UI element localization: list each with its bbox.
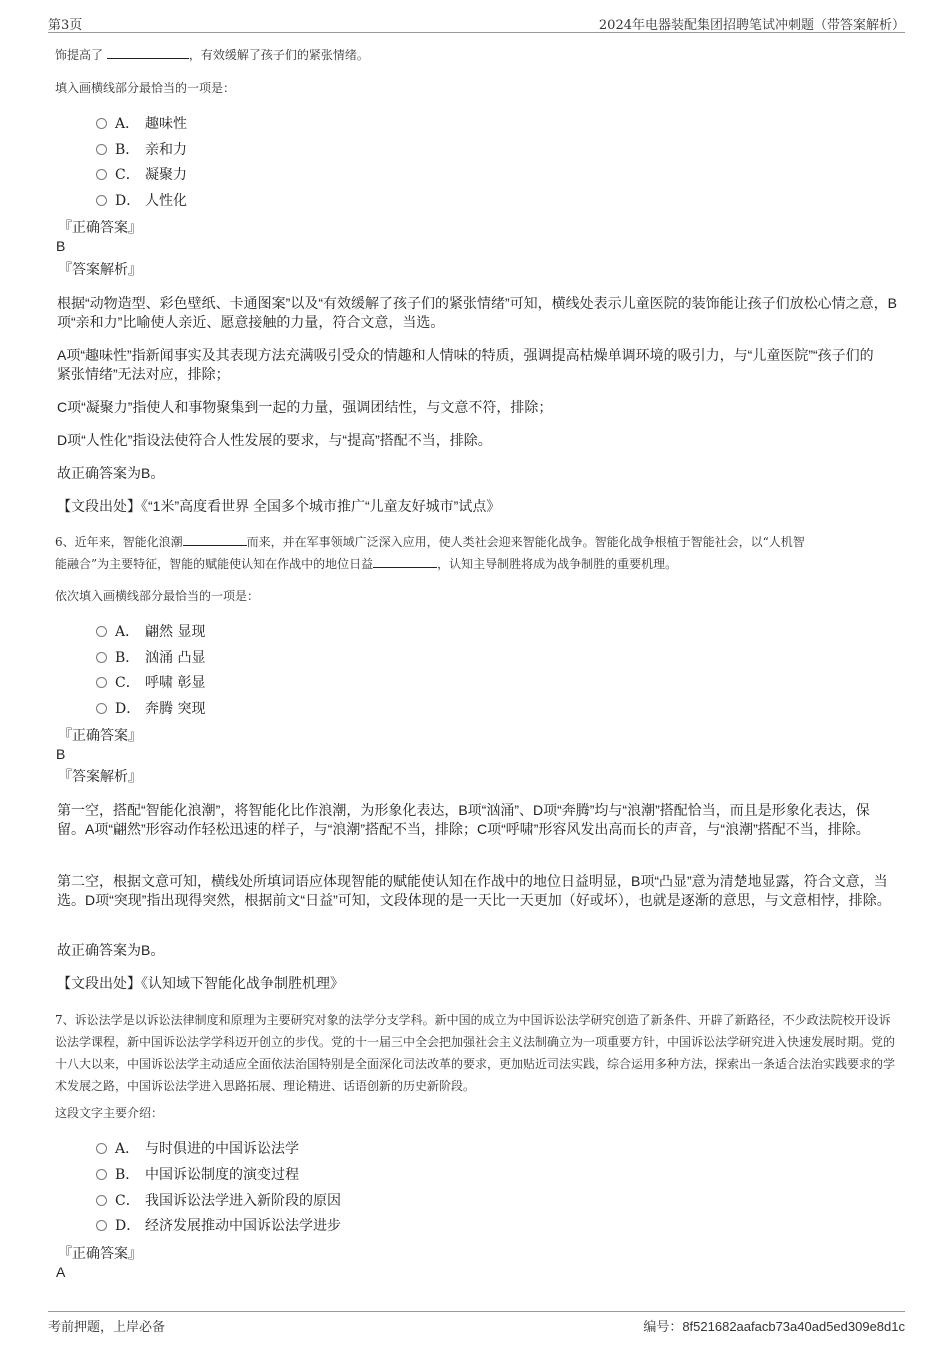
q6-analysis-2: 第二空，根据文意可知，横线处所填词语应体现智能的赋能使认知在作战中的地位日益明显，B项“凸显”意为清楚地显露，符合文意，当选。D项“突现”指出现得突然，根据前文“日益”可知，文段体现的是一天比一天更加（好或坏），也就是逐渐的意思，与文意相悖，排除。 bbox=[57, 873, 891, 908]
page-footer bbox=[48, 1311, 905, 1336]
answer-blank bbox=[107, 46, 189, 59]
q7-answer: A bbox=[56, 1264, 66, 1280]
radio-icon[interactable] bbox=[96, 652, 107, 663]
radio-icon[interactable] bbox=[96, 1143, 107, 1154]
radio-icon[interactable] bbox=[96, 703, 107, 714]
radio-icon[interactable] bbox=[96, 144, 107, 155]
radio-icon[interactable] bbox=[96, 169, 107, 180]
q6-answer: B bbox=[56, 746, 66, 762]
q5-analysis-1: 根据“动物造型、彩色壁纸、卡通图案”以及“有效缓解了孩子们的紧张情绪”可知，横线处表示儿童医院的装饰能让孩子们放松心情之意，B项“亲和力”比喻使人亲近、愿意接触的力量，符合文意，当选。 bbox=[57, 295, 897, 330]
radio-icon[interactable] bbox=[96, 1169, 107, 1180]
q5-answer-label: 『正确答案』 bbox=[58, 220, 142, 236]
q7-prompt: 这段文字主要介绍： bbox=[55, 1106, 164, 1120]
q7-option-a[interactable]: A． 与时俱进的中国诉讼法学 bbox=[96, 1139, 299, 1159]
q7-option-b[interactable]: B． 中国诉讼制度的演变过程 bbox=[96, 1165, 299, 1185]
q6-option-b[interactable]: B． 汹涌 凸显 bbox=[96, 648, 205, 668]
page-number: 第3页 bbox=[48, 18, 83, 33]
q5-option-d[interactable]: D． 人性化 bbox=[96, 191, 187, 211]
q6-option-c[interactable]: C． 呼啸 彰显 bbox=[96, 673, 205, 693]
q5-analysis-2: A项“趣味性”指新闻事实及其表现方法充满吸引受众的情趣和人情味的特质，强调提高枯燥单调环境的吸引力，与“儿童医院”“孩子们的紧张情绪”无法对应，排除； bbox=[57, 347, 874, 382]
radio-icon[interactable] bbox=[96, 677, 107, 688]
q6-analysis-1: 第一空，搭配“智能化浪潮”，将智能化比作浪潮，为形象化表达，B项“汹涌”、D项“奔腾”均与“浪潮”搭配恰当，而且是形象化表达，保留。A项“翩然”形容动作轻松迅速的样子，与“浪潮”搭配不当，排除；C项“呼啸”形容风发出高而长的声音，与“浪潮”搭配不当，排除。 bbox=[57, 802, 870, 837]
radio-icon[interactable] bbox=[96, 195, 107, 206]
q5-prompt: 填入画横线部分最恰当的一项是： bbox=[55, 81, 236, 95]
q5-option-a[interactable]: A． 趣味性 bbox=[96, 114, 187, 134]
q6-prompt: 依次填入画横线部分最恰当的一项是： bbox=[55, 589, 260, 603]
document-id: 编号：8f521682aafacb73a40ad5ed309e8d1c bbox=[643, 1319, 905, 1334]
footer-slogan: 考前押题，上岸必备 bbox=[48, 1320, 166, 1335]
q6-stem: 6、近年来，智能化浪潮 而来，并在军事领域广泛深入应用，使人类社会迎来智能化战争。智能化战争根植于智能社会，以“人机智 能融合”为主要特征，智能的赋能使认知在作战中的地位日益 ，认知主导制胜将成为战争制胜的重要机理。 bbox=[55, 535, 805, 571]
document-title: 2024年电器装配集团招聘笔试冲刺题（带答案解析） bbox=[598, 18, 905, 33]
q6-answer-label: 『正确答案』 bbox=[58, 728, 142, 744]
q5-analysis-3: C项“凝聚力”指使人和事物聚集到一起的力量，强调团结性，与文意不符，排除； bbox=[57, 399, 553, 415]
page-header bbox=[48, 12, 905, 33]
answer-blank bbox=[373, 555, 437, 568]
q6-source: 【文段出处】《认知域下智能化战争制胜机理》 bbox=[57, 975, 344, 991]
q7-stem: 7、诉讼法学是以诉讼法律制度和原理为主要研究对象的法学分支学科。新中国的成立为中国诉讼法学研究创造了新条件、开辟了新路径，不少政法院校开设诉讼法学课程，新中国诉讼法学学科迈开创立的步伐。党的十一届三中全会把加强社会主义法制确立为一项重要方针，中国诉讼法学研究进入快速发展时期。党的十八大以来，中国诉讼法学主动适应全面依法治国特别是全面深化司法改革的要求，更加贴近司法实践，综合运用多种方法，探索出一条适合法治实践要求的学术发展之路，中国诉讼法学进入思路拓展、理论精进、话语创新的历史新阶段。 bbox=[55, 1013, 896, 1093]
q5-analysis-4: D项“人性化”指设法使符合人性发展的要求，与“提高”搭配不当，排除。 bbox=[57, 432, 492, 448]
q5-source: 【文段出处】《“1米”高度看世界 全国多个城市推广“儿童友好城市”试点》 bbox=[57, 498, 501, 514]
radio-icon[interactable] bbox=[96, 1195, 107, 1206]
radio-icon[interactable] bbox=[96, 118, 107, 129]
q6-analysis-label: 『答案解析』 bbox=[58, 769, 142, 785]
radio-icon[interactable] bbox=[96, 1220, 107, 1231]
q5-option-b[interactable]: B． 亲和力 bbox=[96, 140, 187, 160]
q7-option-c[interactable]: C． 我国诉讼法学进入新阶段的原因 bbox=[96, 1191, 341, 1211]
q5-stem: 饰提高了 ，有效缓解了孩子们的紧张情绪。 bbox=[55, 48, 369, 62]
q5-answer: B bbox=[56, 238, 66, 254]
q5-conclusion: 故正确答案为B。 bbox=[57, 465, 165, 481]
q6-option-a[interactable]: A． 翩然 显现 bbox=[96, 622, 205, 642]
q7-option-d[interactable]: D． 经济发展推动中国诉讼法学进步 bbox=[96, 1216, 341, 1236]
q6-option-d[interactable]: D． 奔腾 突现 bbox=[96, 699, 205, 719]
q6-conclusion: 故正确答案为B。 bbox=[57, 942, 165, 958]
q7-answer-label: 『正确答案』 bbox=[58, 1246, 142, 1262]
q5-option-c[interactable]: C． 凝聚力 bbox=[96, 165, 187, 185]
q5-analysis-label: 『答案解析』 bbox=[58, 262, 142, 278]
answer-blank bbox=[183, 533, 247, 546]
radio-icon[interactable] bbox=[96, 626, 107, 637]
